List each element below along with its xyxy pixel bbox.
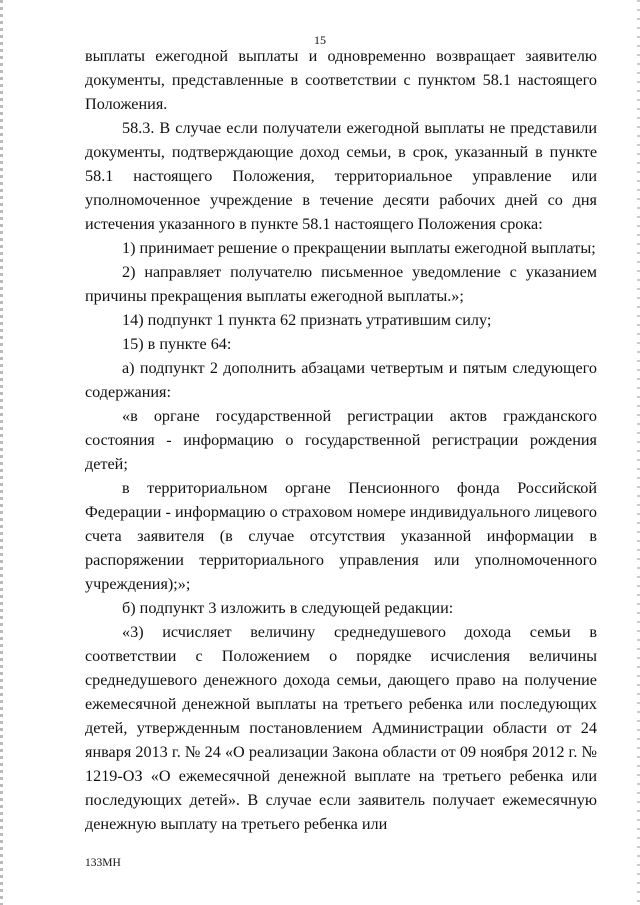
paragraph-item-b: б) подпункт 3 изложить в следующей редакции: [122, 599, 454, 617]
document-body [85, 44, 597, 836]
paragraph-item-14: 14) подпункт 1 пункта 62 признать утратившим силу; [122, 311, 492, 329]
paragraph-quote-civil-registry: «в органе государственной регистрации актов гражданского состояния - информацию о государственной регистрации рождения детей; [85, 407, 597, 473]
paragraph-58-3: 58.3. В случае если получатели ежегодной выплаты не представили документы, подтверждающие доход семьи, в срок, указанный в пункте 58.1 настоящего Положения, территориальное управление или уполномоченное учреждение в течение десяти рабочих дней со дня истечения указанного в пункте 58.1 настоящего Положения срока: [85, 119, 597, 233]
paragraph-continuation: выплаты ежегодной выплаты и одновременно возвращает заявителю документы, представленные в соответствии с пунктом 58.1 настоящего Положения. [85, 47, 597, 113]
page-number: 15 [314, 33, 326, 47]
footer-code: 133МН [85, 857, 121, 869]
paragraph-item-1: 1) принимает решение о прекращении выплаты ежегодной выплаты; [122, 239, 596, 257]
paragraph-quote-pension-fund: в территориальном органе Пенсионного фонда Российской Федерации - информацию о страховом номере индивидуального лицевого счета заявителя (в случае отсутствия указанной информации в распоряжении территориального управления или уполномоченного учреждения);»; [85, 479, 597, 593]
paragraph-item-2: 2) направляет получателю письменное уведомление с указанием причины прекращения выплаты ежегодной выплаты.»; [85, 263, 597, 305]
paragraph-item-a: а) подпункт 2 дополнить абзацами четвертым и пятым следующего содержания: [85, 359, 597, 401]
paragraph-quote-item-3: «3) исчисляет величину среднедушевого дохода семьи в соответствии с Положением о порядке исчисления величины среднедушевого денежного дохода семьи, дающего право на получение ежемесячной денежной выплаты на третьего ребенка или последующих детей, утвержденным постановлением Администрации области от 24 января 2013 г. № 24 «О реализации Закона области от 09 ноября 2012 г. № 1219-ОЗ «О ежемесячной денежной выплате на третьего ребенка или последующих детей». В случае если заявитель получает ежемесячную денежную выплату на третьего ребенка или [85, 623, 597, 833]
paragraph-item-15: 15) в пункте 64: [122, 335, 232, 353]
